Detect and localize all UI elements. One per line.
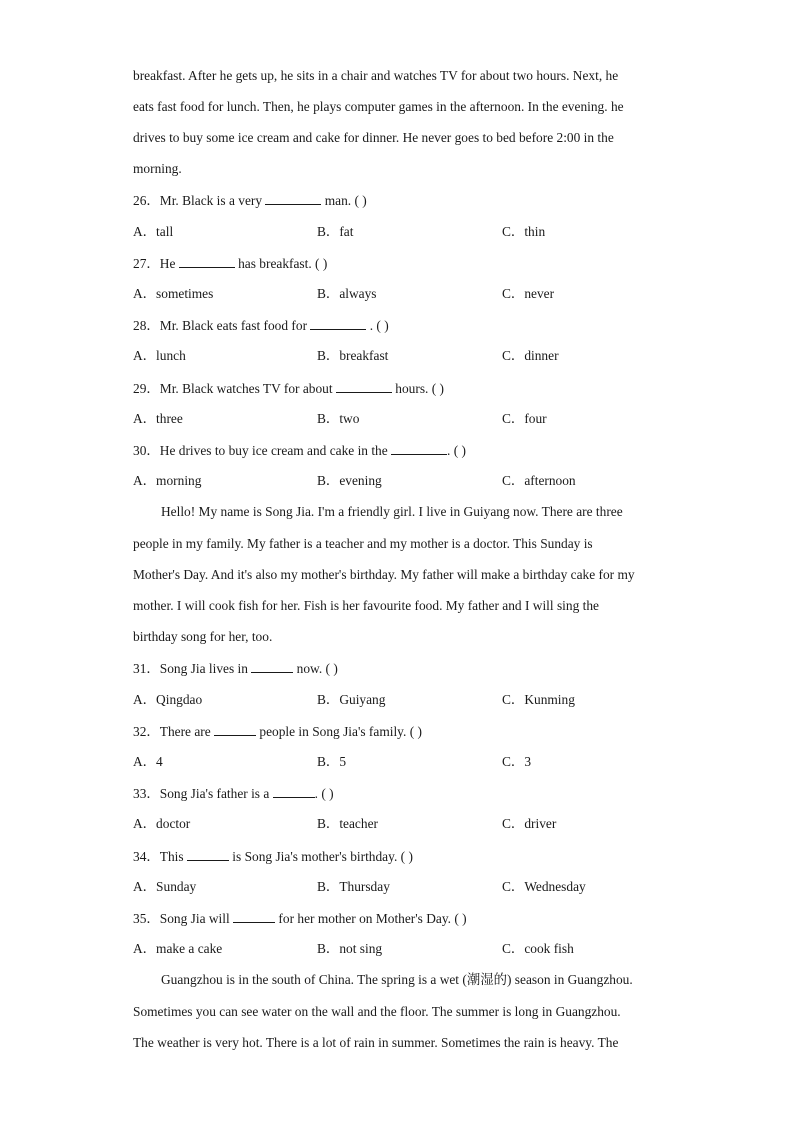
question-text-pre: He drives to buy ice cream and cake in the: [159, 443, 392, 458]
question-number: 33．: [133, 786, 160, 801]
question-35: [133, 910, 467, 927]
question-text-post: man. ( ): [321, 193, 367, 208]
question-number: 26．: [133, 193, 160, 208]
question-text-post: for her mother on Mother's Day. ( ): [275, 911, 467, 926]
option-a[interactable]: A．make a cake: [133, 941, 223, 956]
answer-blank[interactable]: [265, 192, 321, 205]
question-text-post: . ( ): [314, 786, 334, 801]
answer-blank[interactable]: [251, 660, 293, 673]
question-text-pre: Mr. Black watches TV for about: [159, 381, 336, 396]
question-text-pre: There are: [159, 724, 215, 739]
option-b[interactable]: B．teacher: [317, 816, 378, 831]
option-c[interactable]: C．never: [502, 286, 555, 301]
passage1-line-3: drives to buy some ice cream and cake for dinner. He never goes to bed before 2:00 in the: [133, 130, 614, 145]
option-b[interactable]: B．not sing: [317, 941, 383, 956]
option-c[interactable]: C．3: [502, 754, 532, 769]
question-27: [133, 255, 327, 272]
question-32: [133, 723, 422, 740]
passage2-line-4: mother. I will cook fish for her. Fish is her favourite food. My father and I will sing the: [133, 598, 599, 613]
passage2-line-3: Mother's Day. And it's also my mother's birthday. My father will make a birthday cake for my: [133, 567, 635, 582]
passage3-line-3: The weather is very hot. There is a lot of rain in summer. Sometimes the rain is heavy. The: [133, 1035, 619, 1050]
passage2-line-1: Hello! My name is Song Jia. I'm a friendly girl. I live in Guiyang now. There are three: [161, 504, 623, 519]
passage1-line-1: breakfast. After he gets up, he sits in a chair and watches TV for about two hours. Next, he: [133, 68, 619, 83]
question-text-post: . ( ): [447, 443, 467, 458]
question-text-pre: Mr. Black is a very: [159, 193, 266, 208]
passage3-line-1: Guangzhou is in the south of China. The spring is a wet (潮湿的) season in Guangzhou.: [161, 972, 633, 987]
option-c[interactable]: C．driver: [502, 816, 557, 831]
question-text-pre: Song Jia's father is a: [159, 786, 273, 801]
option-c[interactable]: C．Wednesday: [502, 879, 586, 894]
option-c[interactable]: C．dinner: [502, 348, 559, 363]
option-a[interactable]: A．Qingdao: [133, 692, 203, 707]
question-text-post: now. ( ): [293, 661, 338, 676]
option-a[interactable]: A．three: [133, 411, 183, 426]
question-28: [133, 317, 389, 334]
question-text-post: is Song Jia's mother's birthday. ( ): [228, 849, 413, 864]
option-c[interactable]: C．four: [502, 411, 547, 426]
question-text-pre: This: [159, 849, 187, 864]
option-a[interactable]: A．tall: [133, 224, 174, 239]
passage1-line-2: eats fast food for lunch. Then, he plays computer games in the afternoon. In the evening. he: [133, 99, 624, 114]
question-number: 34．: [133, 849, 160, 864]
option-b[interactable]: B．evening: [317, 473, 382, 488]
option-a[interactable]: A．morning: [133, 473, 202, 488]
option-b[interactable]: B．breakfast: [317, 348, 389, 363]
question-number: 31．: [133, 661, 160, 676]
option-b[interactable]: B．always: [317, 286, 377, 301]
option-a[interactable]: A．4: [133, 754, 163, 769]
question-number: 28．: [133, 318, 160, 333]
question-text-pre: Mr. Black eats fast food for: [159, 318, 311, 333]
question-text-post: has breakfast. ( ): [234, 256, 328, 271]
question-26: [133, 192, 367, 209]
option-b[interactable]: B．two: [317, 411, 360, 426]
question-text-post: people in Song Jia's family. ( ): [256, 724, 422, 739]
answer-blank[interactable]: [187, 848, 229, 861]
question-number: 35．: [133, 911, 160, 926]
option-c[interactable]: C．Kunming: [502, 692, 575, 707]
option-b[interactable]: B．fat: [317, 224, 354, 239]
option-a[interactable]: A．doctor: [133, 816, 191, 831]
question-text-post: hours. ( ): [391, 381, 445, 396]
option-a[interactable]: A．sometimes: [133, 286, 214, 301]
question-number: 30．: [133, 443, 160, 458]
question-30: [133, 442, 466, 459]
question-text-pre: Song Jia will: [159, 911, 234, 926]
question-text-pre: Song Jia lives in: [159, 661, 252, 676]
question-34: [133, 848, 413, 865]
answer-blank[interactable]: [273, 785, 315, 798]
question-29: [133, 380, 444, 397]
answer-blank[interactable]: [310, 317, 366, 330]
question-text-pre: He: [159, 256, 179, 271]
option-c[interactable]: C．cook fish: [502, 941, 574, 956]
question-number: 29．: [133, 381, 160, 396]
option-a[interactable]: A．lunch: [133, 348, 186, 363]
question-31: [133, 660, 338, 677]
question-number: 27．: [133, 256, 160, 271]
option-c[interactable]: C．afternoon: [502, 473, 576, 488]
option-b[interactable]: B．5: [317, 754, 347, 769]
question-text-post: . ( ): [366, 318, 389, 333]
option-b[interactable]: B．Thursday: [317, 879, 390, 894]
passage3-line-2: Sometimes you can see water on the wall and the floor. The summer is long in Guangzhou.: [133, 1004, 621, 1019]
option-b[interactable]: B．Guiyang: [317, 692, 386, 707]
answer-blank[interactable]: [179, 255, 235, 268]
passage2-line-2: people in my family. My father is a teacher and my mother is a doctor. This Sunday is: [133, 536, 593, 551]
answer-blank[interactable]: [214, 723, 256, 736]
option-a[interactable]: A．Sunday: [133, 879, 197, 894]
question-number: 32．: [133, 724, 160, 739]
answer-blank[interactable]: [233, 910, 275, 923]
question-33: [133, 785, 334, 802]
passage1-line-4: morning.: [133, 161, 182, 176]
answer-blank[interactable]: [391, 442, 447, 455]
answer-blank[interactable]: [336, 380, 392, 393]
option-c[interactable]: C．thin: [502, 224, 546, 239]
passage2-line-5: birthday song for her, too.: [133, 629, 273, 644]
